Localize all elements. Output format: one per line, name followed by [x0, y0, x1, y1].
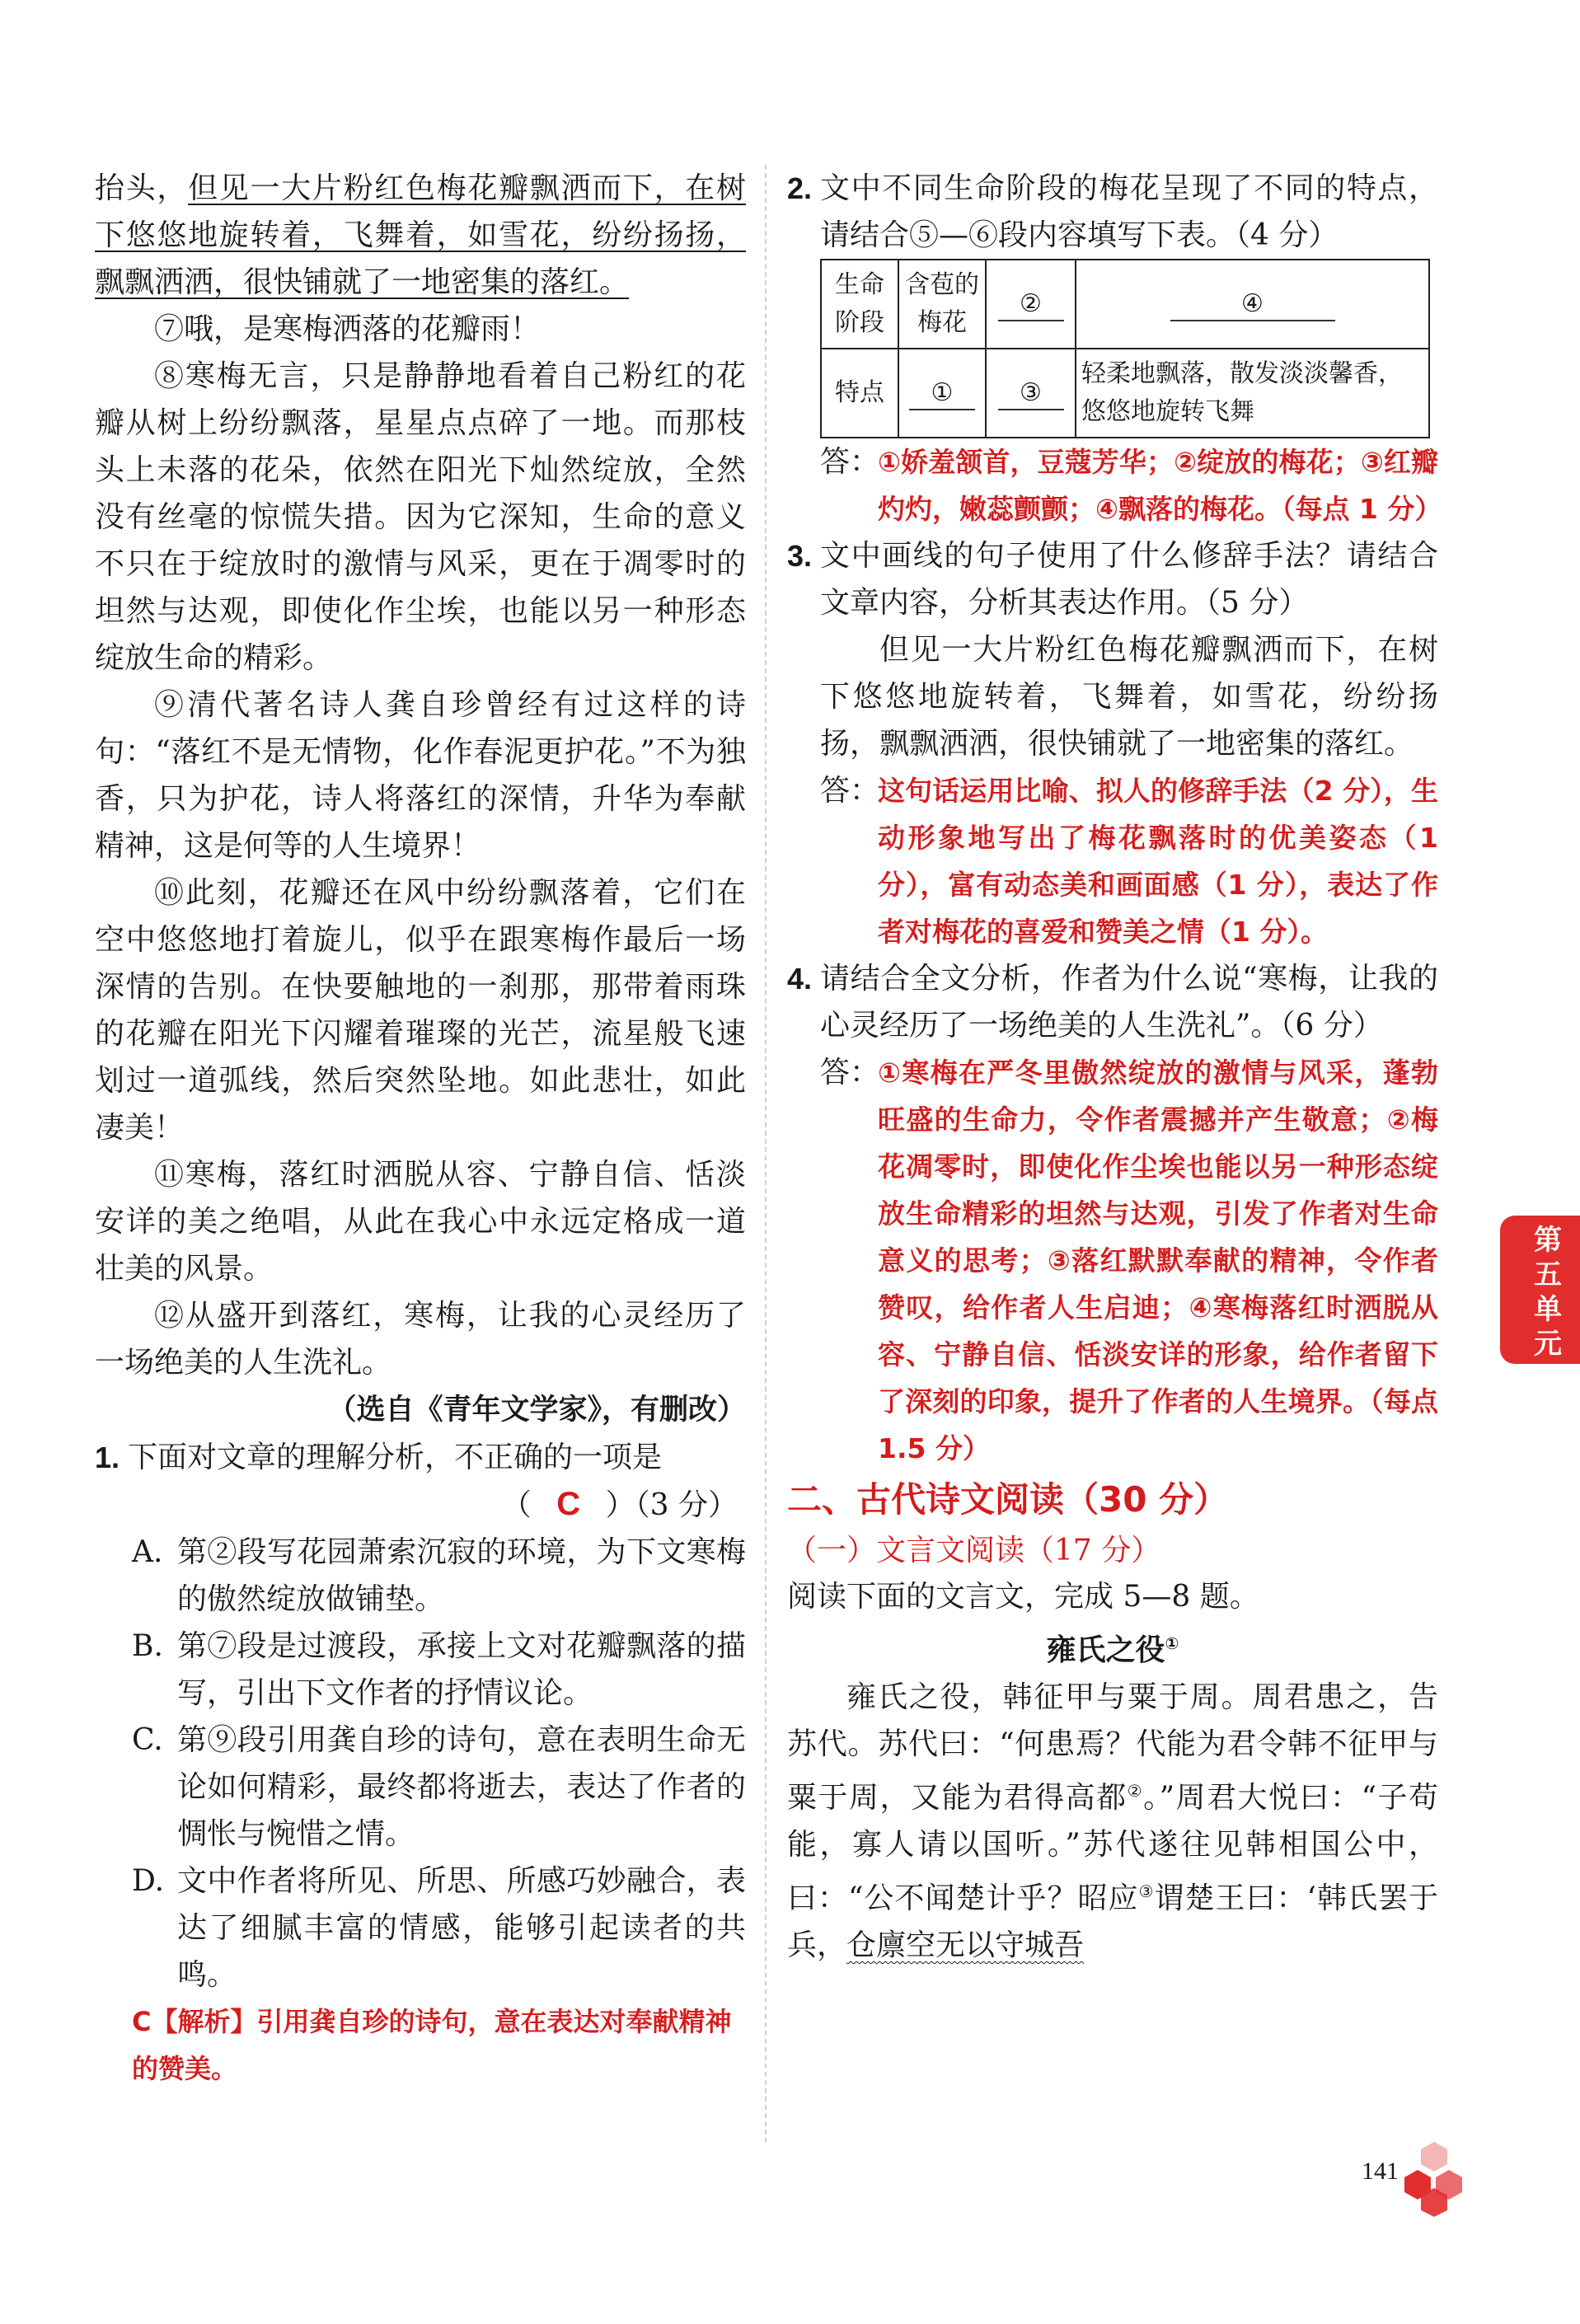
table-blank-3: ③ [998, 377, 1064, 410]
question-2 [787, 165, 1438, 259]
question-4-number: 4. [787, 962, 813, 996]
option-c-letter: C. [132, 1723, 163, 1757]
answer-label: 答： [820, 445, 880, 479]
question-2-number: 2. [787, 171, 813, 205]
option-d-text: 文中作者将所见、所思、所感巧妙融合，表达了细腻丰富的情感，能够引起读者的共鸣。 [177, 1864, 746, 1992]
paragraph-12: ⑫从盛开到落红，寒梅，让我的心灵经历了一场绝美的人生洗礼。 [95, 1299, 746, 1380]
paragraph-8: ⑧寒梅无言，只是静静地看着自己粉红的花瓣从树上纷纷飘落，星星点点碎了一地。而那枝头上未落的花朵，依然在阳光下灿然绽放，全然没有丝毫的惊慌失措。因为它深知，生命的意义不只在于绽放时的激情与风采，更在于凋零时的坦然与达观，即使化作尘埃，也能以另一种形态绽放生命的精彩。 [95, 359, 746, 675]
table-blank-4: ④ [1170, 288, 1335, 321]
table-blank-2: ② [998, 288, 1064, 321]
question-1-analysis: C【解析】引用龚自珍的诗句，意在表达对奉献精神的赞美。 [132, 2006, 732, 2084]
option-a-text: 第②段写花园萧索沉寂的环境，为下文寒梅的傲然绽放做铺垫。 [177, 1535, 746, 1616]
question-3-answer-text: 这句话运用比喻、拟人的修辞手法（2 分），生动形象地写出了梅花飘落时的优美姿态（1 分），富有动态美和画面感（1 分），表达了作者对梅花的喜爱和赞美之情（1 分）。 [878, 775, 1438, 948]
paragraph-6-continued [95, 165, 746, 306]
question-1-number: 1. [95, 1441, 120, 1474]
paragraph-9: ⑨清代著名诗人龚自珍曾经有过这样的诗句：“落红不是无情物，化作春泥更护花。”不为独香，只为护花，诗人将落红的深情，升华为奉献精神，这是何等的人生境界！ [95, 688, 746, 863]
question-3 [787, 532, 1438, 626]
paragraph-7: ⑦哦，是寒梅洒落的花瓣雨！ [154, 312, 541, 346]
question-4 [787, 955, 1438, 1049]
footnote-mark-2: ② [1127, 1781, 1144, 1801]
table-head-stage: 生命阶段 [821, 260, 898, 349]
side-tab-char-1: 第 [1534, 1224, 1562, 1257]
classical-text-part-1: 雍氏之役，韩征甲与粟于周。周君患之，告苏代。苏代曰：“何患焉？代能为君令韩不征甲与粟于周，又能为君得高都 [787, 1680, 1438, 1815]
classical-text-part-2: 。”周君大悦曰：“子苟能，寡人请以国听。”苏代遂往见韩相国公中，曰：“公不闻楚计乎？昭应 [787, 1781, 1438, 1915]
option-c-text: 第⑨段引用龚自珍的诗句，意在表明生命无论如何精彩，最终都将逝去，表达了作者的惆怅与惋惜之情。 [177, 1723, 746, 1851]
reading-instruction: 阅读下面的文言文，完成 5—8 题。 [787, 1580, 1259, 1614]
classical-text-part-3: 谓楚王曰：‘韩氏罢于兵， [787, 1881, 1438, 1962]
sub-section-title: （一）文言文阅读（17 分） [787, 1534, 1161, 1567]
side-tab-char-2: 五 [1534, 1258, 1562, 1291]
side-tab-char-3: 单 [1534, 1293, 1562, 1326]
paragraph-11: ⑪寒梅，落红时洒脱从容、宁静自信、恬淡安详的美之绝唱，从此在我心中永远定格成一道壮美的风景。 [95, 1158, 746, 1286]
stage-table [820, 259, 1430, 438]
table-cell-falling: 轻柔地飘落，散发淡淡馨香，悠悠地旋转飞舞 [1076, 349, 1429, 438]
table-head-feature: 特点 [821, 349, 898, 438]
question-4-answer-text: ①寒梅在严冬里傲然绽放的激情与风采，蓬勃旺盛的生命力，令作者震撼并产生敬意；②梅花凋零时，即使化作尘埃也能以另一种形态绽放生命精彩的坦然与达观，引发了作者对生命意义的思考；③落红默默奉献的精神，令作者赞叹，给作者人生启迪；④寒梅落红时洒脱从容、宁静自信、恬淡安详的形象，给作者留下了深刻的印象，提升了作者的人生境界。（每点 1.5 分） [878, 1057, 1438, 1464]
question-2-text: 文中不同生命阶段的梅花呈现了不同的特点，请结合⑤—⑥段内容填写下表。（4 分） [820, 171, 1438, 252]
section-title: 二、古代诗文阅读（30 分） [787, 1479, 1229, 1520]
option-a-letter: A. [132, 1535, 163, 1569]
table-blank-1: ① [909, 377, 975, 410]
option-d [95, 1858, 746, 1998]
column-divider [765, 165, 767, 2143]
bracket-open: （ [501, 1488, 532, 1522]
option-b-text: 第⑦段是过渡段，承接上文对花瓣飘落的描写，引出下文作者的抒情议论。 [177, 1629, 746, 1710]
table-cell-bud: 含苞的梅花 [898, 260, 986, 349]
question-1-answer-bracket [95, 1481, 746, 1529]
question-3-text: 文中画线的句子使用了什么修辞手法？请结合文章内容，分析其表达作用。（5 分） [820, 539, 1438, 620]
option-b [95, 1623, 746, 1717]
underlined-sentence: 但见一大片粉红色梅花瓣飘洒而下，在树下悠悠地旋转着，飞舞着，如雪花，纷纷扬扬，飘飘洒洒，很快铺就了一地密集的落红。 [95, 171, 746, 299]
question-1-score: ）（3 分） [605, 1488, 738, 1522]
classical-text-title [787, 1620, 1438, 1674]
wavy-underlined-text: 仓廪空无以守城吾 [846, 1928, 1085, 1962]
option-d-letter: D. [132, 1864, 165, 1898]
left-column [95, 165, 746, 2092]
question-2-answer [787, 438, 1442, 532]
question-1-text: 下面对文章的理解分析，不正确的一项是 [128, 1441, 663, 1474]
article-source: （选自《青年文学家》，有删改） [327, 1394, 746, 1427]
paragraph-6-start: 抬头， [95, 171, 189, 205]
answer-label: 答： [820, 774, 880, 808]
answer-label: 答： [820, 1056, 880, 1089]
right-column [787, 165, 1442, 1969]
question-1 [95, 1434, 746, 1481]
unit-side-tab [1500, 1216, 1580, 1364]
option-c [95, 1717, 746, 1858]
question-4-text: 请结合全文分析，作者为什么说“寒梅，让我的心灵经历了一场绝美的人生洗礼”。（6 分） [820, 962, 1438, 1043]
classical-title-text: 雍氏之役 [1046, 1633, 1165, 1667]
question-3-number: 3. [787, 539, 813, 573]
footnote-mark-3: ③ [1138, 1881, 1155, 1901]
question-3-quote: 但见一大片粉红色梅花瓣飘洒而下，在树下悠悠地旋转着，飞舞着，如雪花，纷纷扬扬，飘飘洒洒，很快铺就了一地密集的落红。 [820, 633, 1438, 761]
page-number: 141 [1362, 2158, 1399, 2185]
side-tab-char-4: 元 [1534, 1328, 1562, 1361]
classical-text-paragraph [787, 1674, 1438, 1969]
option-a [95, 1529, 746, 1623]
question-1-answer: C [556, 1486, 581, 1522]
question-2-answer-text: ①娇羞颔首，豆蔻芳华；②绽放的梅花；③红瓣灼灼，嫩蕊颤颤；④飘落的梅花。（每点 1 分） [878, 446, 1442, 525]
paragraph-10: ⑩此刻，花瓣还在风中纷纷飘落着，它们在空中悠悠地打着旋儿，似乎在跟寒梅作最后一场深情的告别。在快要触地的一刹那，那带着雨珠的花瓣在阳光下闪耀着璀璨的光芒，流星般飞速划过一道弧线，然后突然坠地。如此悲壮，如此凄美！ [95, 876, 746, 1145]
decorative-hexagons-icon [1401, 2139, 1467, 2217]
option-b-letter: B. [132, 1629, 163, 1663]
title-footnote-mark: ① [1165, 1633, 1179, 1653]
question-3-answer [787, 767, 1438, 955]
question-4-answer [787, 1049, 1438, 1472]
